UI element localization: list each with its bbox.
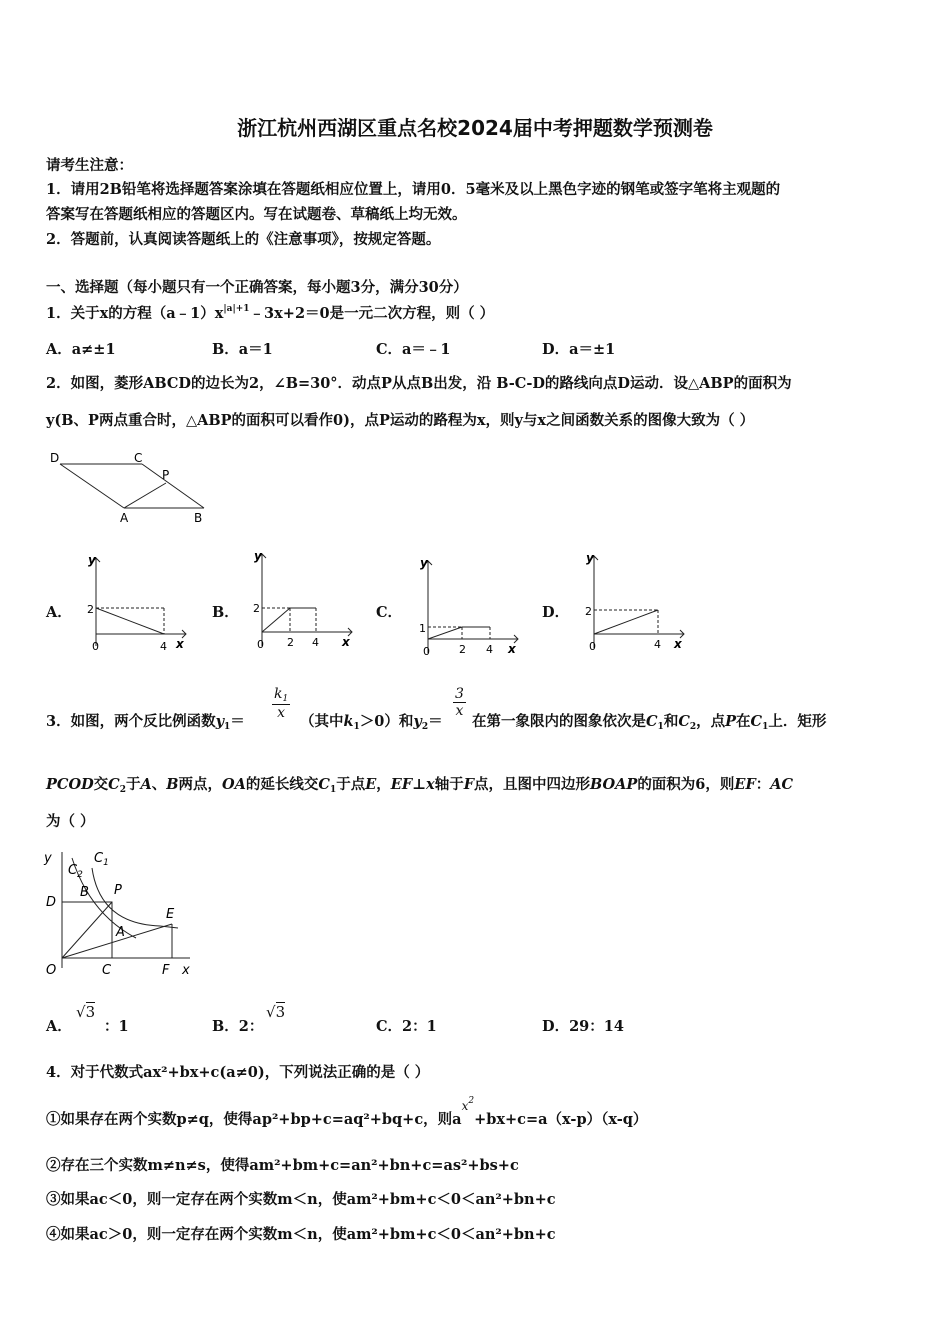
q2-option-b: B． [212, 604, 239, 621]
svg-text:C: C [102, 963, 112, 978]
svg-text:C2: $C_2$ [68, 863, 83, 880]
svg-text:4: 4 [654, 638, 661, 651]
label-P: P [162, 468, 170, 482]
label-A: A [120, 511, 129, 525]
statement-3: ③如果ac＜0，则一定存在两个实数m＜n，使am²+bm+c＜0＜an²+bn+c [46, 1191, 556, 1208]
question-3-line-3: 为（ ） [46, 813, 95, 830]
sqrt-3-icon: √3 [266, 1003, 286, 1021]
label-D: D [50, 451, 60, 465]
question-3-line-1b: （其中$k_1>0$）和$y_2=$ [300, 713, 443, 732]
question-3-line-1c: 在第一象限内的图象依次是$C_1$和$C_2$，点P在$C_1$上．矩形 [472, 713, 827, 732]
q1-option-b: B．a＝1 [212, 341, 273, 358]
q1-option-d: D．a＝±1 [542, 341, 616, 358]
svg-text:2: 2 [287, 636, 294, 649]
svg-text:0: 0 [423, 645, 430, 658]
q3-hyperbola-figure [40, 844, 200, 982]
svg-text:x: x [674, 637, 682, 651]
svg-text:y: y [88, 553, 96, 567]
page-title: 浙江杭州西湖区重点名校2024届中考押题数学预测卷 [237, 116, 713, 140]
svg-text:0: 0 [92, 640, 99, 653]
question-2-line-1: 2．如图，菱形ABCD的边长为2，∠B=30°．动点P从点B出发，沿 B-C-D的路线向点D运动．设△ABP的面积为 [46, 375, 792, 392]
statement-1: ①如果存在两个实数p≠q，使得ap²+bp+c=aq²+bq+c，则$a^{x^2}+bx+c=a(x-p)(x-q)$ [46, 1096, 648, 1128]
svg-text:4: 4 [312, 636, 319, 649]
svg-text:4: 4 [160, 640, 167, 653]
notice-line-1: 1．请用2B铅笔将选择题答案涂填在答题纸相应位置上，请用0．5毫米及以上黑色字迹的钢笔或签字笔将主观题的 [46, 181, 781, 198]
svg-text:1: 1 [419, 622, 426, 635]
q2-option-c: C． [376, 604, 403, 621]
q2-graph-b [250, 546, 360, 661]
question-4-stem: 4．对于代数式ax²+bx+c(a≠0)，下列说法正确的是（ ） [46, 1064, 430, 1081]
statement-2: ②存在三个实数m≠n≠s，使得am²+bm+c=an²+bn+c=as²+bs+c [46, 1157, 519, 1174]
q3-option-c: C．2：1 [376, 1018, 437, 1035]
q2-graph-a [84, 550, 194, 660]
svg-text:E: E [166, 907, 175, 922]
q1-option-a: A．a≠±1 [46, 341, 116, 358]
question-3-line-2: PCOD交$C_2$于A、B两点，OA的延长线交$C_1$于点E，EF⊥x轴于F点，且图中四边形BOAP的面积为6，则EF：AC [46, 776, 794, 795]
svg-text:2: 2 [253, 602, 260, 615]
fraction-k1-over-x: $\frac{k_1}{x}$ [274, 686, 289, 721]
section-heading: 一、选择题（每小题只有一个正确答案，每小题3分，满分30分） [46, 279, 468, 296]
statement-4: ④如果ac＞0，则一定存在两个实数m＜n，使am²+bm+c＜0＜an²+bn+c [46, 1226, 556, 1243]
question-2-line-2: y(B、P两点重合时，△ABP的面积可以看作0)，点P运动的路程为x，则y与x之间函数关系的图像大致为（ ） [46, 412, 755, 429]
svg-text:y: y [420, 556, 428, 570]
svg-text:x: x [182, 963, 190, 978]
svg-text:x: x [176, 637, 184, 651]
notice-heading: 请考生注意： [46, 157, 133, 174]
svg-text:A: A [116, 925, 125, 940]
q3-option-a: A． [46, 1018, 72, 1035]
label-C: C [134, 451, 143, 465]
q2-graph-c [416, 553, 526, 663]
sqrt-3-icon: √3 [76, 1003, 96, 1021]
question-1-stem: 1．关于x的方程$(a﹣1)x^{|a|+1}﹣3x+2=0$是一元二次方程，则（ ） [46, 304, 495, 322]
q2-option-a: A． [46, 604, 72, 621]
svg-text:4: 4 [486, 643, 493, 656]
svg-text:2: 2 [585, 605, 592, 618]
question-3-line-1: 3．如图，两个反比例函数$y_1=$ [46, 713, 245, 732]
svg-text:F: F [162, 963, 170, 978]
label-B: B [194, 511, 203, 525]
svg-text:B: B [80, 885, 89, 900]
q2-graph-d [582, 548, 692, 658]
svg-text:C1: $C_1$ [94, 851, 109, 868]
q1-option-c: C．a＝﹣1 [376, 341, 451, 358]
svg-text:x: x [508, 642, 516, 656]
svg-text:y: y [44, 851, 52, 866]
svg-text:2: 2 [87, 603, 94, 616]
svg-text:y: y [586, 551, 594, 565]
notice-line-3: 2．答题前，认真阅读答题纸上的《注意事项》，按规定答题。 [46, 231, 441, 248]
q3-option-d: D．29：14 [542, 1018, 624, 1035]
fraction-3-over-x: $\frac{3}{x}$ [455, 686, 464, 719]
svg-text:x: x [342, 635, 350, 649]
svg-text:0: 0 [589, 640, 596, 653]
svg-text:P: P [114, 883, 122, 898]
notice-line-2: 答案写在答题纸相应的答题区内。写在试题卷、草稿纸上均无效。 [46, 206, 467, 223]
svg-text:0: 0 [257, 638, 264, 651]
svg-text:y: y [254, 549, 262, 563]
svg-text:D: D [46, 895, 57, 910]
q2-rhombus-figure [44, 446, 224, 526]
q2-option-d: D． [542, 604, 570, 621]
q3-option-b: B．2： [212, 1018, 264, 1035]
svg-text:2: 2 [459, 643, 466, 656]
svg-text:O: O [46, 963, 57, 978]
q3-option-a-ratio: ：1 [104, 1018, 129, 1035]
